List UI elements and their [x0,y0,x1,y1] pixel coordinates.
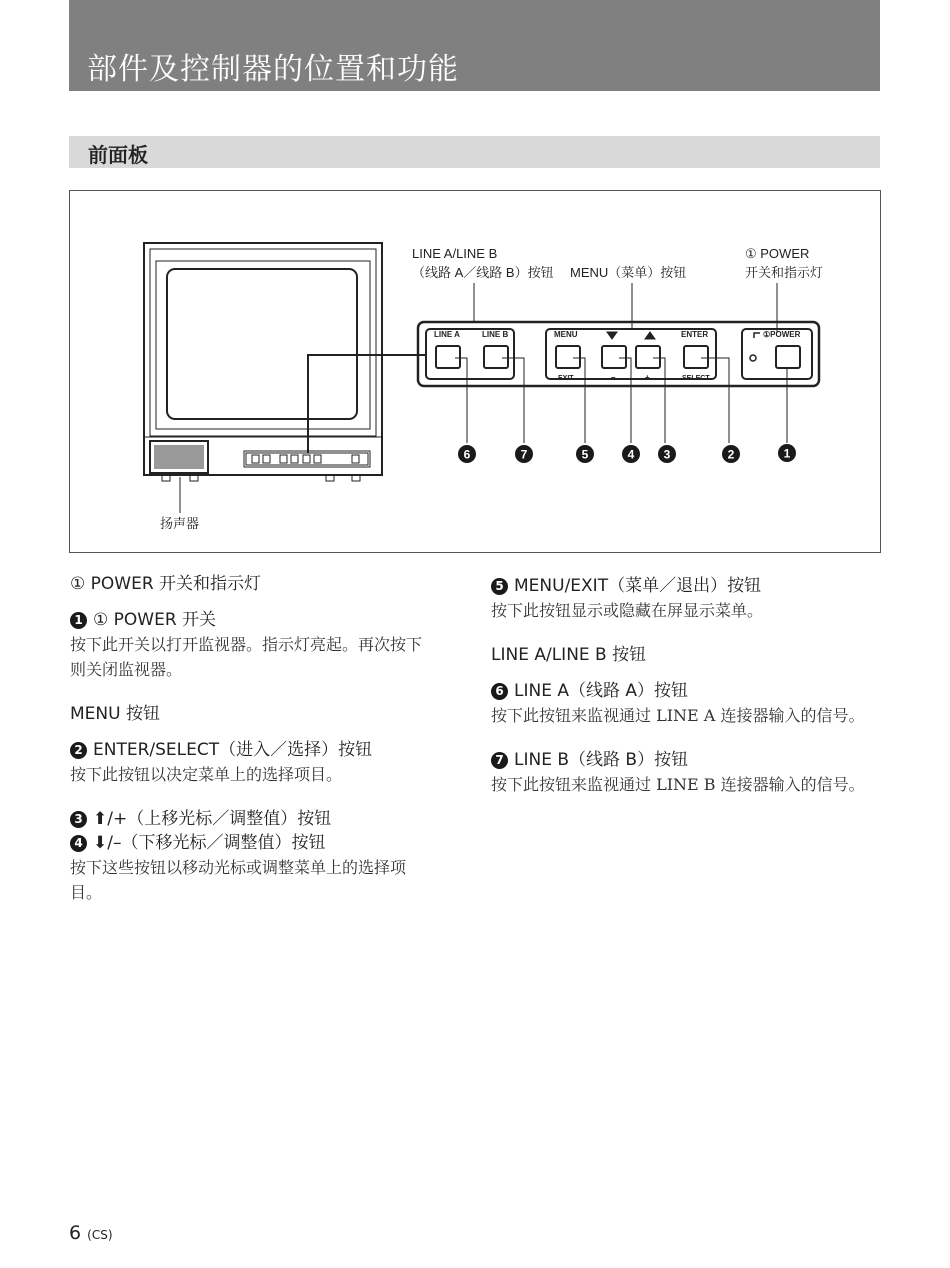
item1-text-2: 则关闭监视器。 [70,660,183,679]
item-number: 1 [70,612,87,629]
item1-title: ① POWER 开关 [93,610,217,630]
right-column [491,574,891,797]
callouts [458,444,796,463]
front-panel-diagram [70,191,880,552]
callout-6: 6 [463,447,471,462]
panel-label-exit: EXIT [558,375,574,382]
callout-4: 4 [627,447,635,462]
panel-label-line-a: LINE A [434,330,460,339]
item-number: 3 [70,811,87,828]
caption-menu: MENU（菜单）按钮 [570,265,687,280]
title-bar [69,0,880,91]
item3-title: ⬆/+（上移光标／调整值）按钮 [93,809,332,829]
item-number: 6 [491,683,508,700]
section-bar [69,136,880,168]
panel-label-power: ①POWER [763,330,801,339]
page-language: (CS) [87,1228,113,1242]
line-section-heading: LINE A/LINE B 按钮 [491,645,647,665]
monitor-illustration [144,243,426,513]
panel-label-select: SELECT [682,375,710,382]
caption-power: ① POWER [745,246,810,261]
item5-text: 按下此按钮显示或隐藏在屏显示菜单。 [491,601,764,620]
item4-title: ⬇/–（下移光标／调整值）按钮 [93,833,326,853]
item2-text: 按下此按钮以决定菜单上的选择项目。 [70,765,343,784]
item6-title: LINE A（线路 A）按钮 [514,681,689,701]
item6-text: 按下此按钮来监视通过 LINE A 连接器输入的信号。 [491,706,865,725]
panel-label-line-b: LINE B [482,330,509,339]
menu-section-heading: MENU 按钮 [70,704,160,724]
callout-5: 5 [581,447,589,462]
panel-label-enter: ENTER [681,330,709,339]
callout-7: 7 [520,447,528,462]
item7-text: 按下此按钮来监视通过 LINE B 连接器输入的信号。 [491,775,865,794]
item7-title: LINE B（线路 B）按钮 [514,750,689,770]
control-panel-detail [418,283,819,443]
item2-title: ENTER/SELECT（进入／选择）按钮 [93,740,373,760]
front-panel-figure [69,190,881,553]
callout-2: 2 [727,447,735,462]
callout-1: 1 [783,446,791,461]
section-title: 前面板 [88,143,148,167]
caption-power-sub: 开关和指示灯 [745,265,824,280]
callout-3: 3 [663,447,671,462]
caption-line-button: （线路 A／线路 B）按钮 [412,265,554,280]
panel-label-minus: – [611,373,616,382]
caption-line: LINE A/LINE B [412,246,498,261]
item-number: 4 [70,835,87,852]
page-number [69,1222,113,1244]
left-column [70,572,470,905]
panel-label-plus: + [645,373,650,382]
item-number: 5 [491,578,508,595]
item-number: 7 [491,752,508,769]
caption-speaker: 扬声器 [160,516,200,531]
item34-text-2: 目。 [70,883,103,902]
item1-text-1: 按下此开关以打开监视器。指示灯亮起。再次按下 [70,635,423,654]
page-title: 部件及控制器的位置和功能 [87,52,459,87]
page-number-value: 6 [69,1222,82,1244]
power-section-heading: ① POWER 开关和指示灯 [70,574,262,594]
item5-title: MENU/EXIT（菜单／退出）按钮 [514,576,762,596]
item-number: 2 [70,742,87,759]
item34-text-1: 按下这些按钮以移动光标或调整菜单上的选择项 [70,858,407,877]
panel-label-menu: MENU [554,330,578,339]
